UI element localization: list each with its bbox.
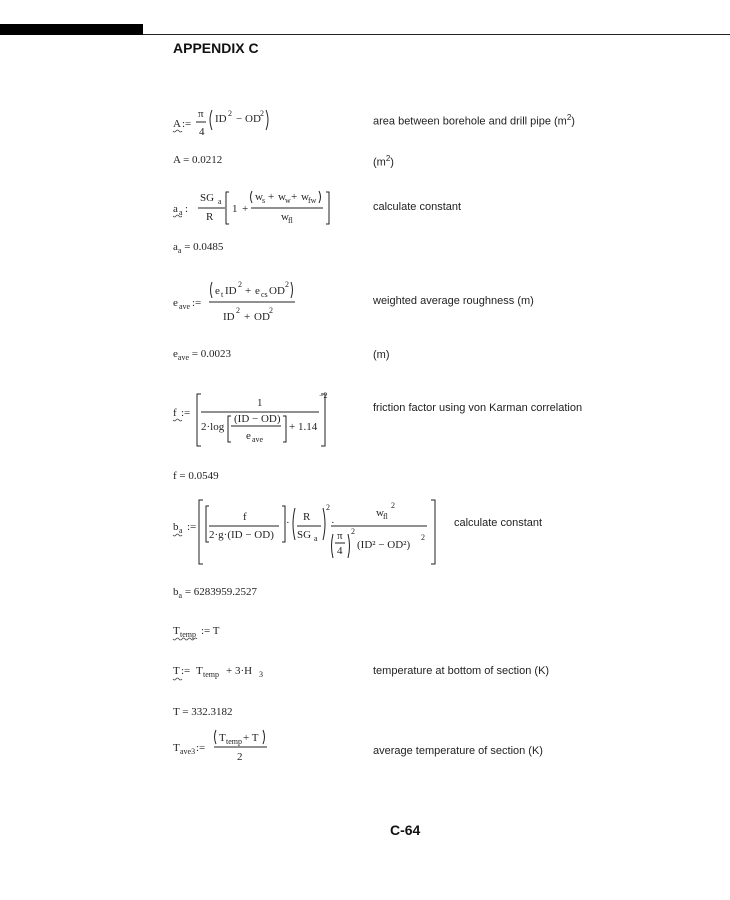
svg-text:2: 2 xyxy=(269,306,273,315)
svg-text:a: a xyxy=(173,203,178,215)
area-result: A = 0.0212 xyxy=(173,154,223,166)
ttemp-equation xyxy=(171,620,251,642)
svg-text:T: T xyxy=(173,625,180,637)
tave-description: average temperature of section (K) xyxy=(373,745,543,757)
t-description: temperature at bottom of section (K) xyxy=(373,665,550,677)
svg-text::=: := xyxy=(196,742,206,754)
area-four: 4 xyxy=(199,126,205,138)
svg-text:f: f xyxy=(243,511,247,523)
svg-text:(ID − OD): (ID − OD) xyxy=(234,413,281,425)
svg-text:T: T xyxy=(173,665,180,677)
svg-text:temp: temp xyxy=(226,737,242,746)
svg-text:s: s xyxy=(262,196,266,205)
svg-text:ID: ID xyxy=(223,311,235,323)
t-equation xyxy=(171,660,291,682)
svg-text:2: 2 xyxy=(391,501,395,510)
svg-text:2: 2 xyxy=(351,527,355,536)
header-rule xyxy=(143,34,730,35)
svg-text::=: := xyxy=(181,407,191,419)
page-heading: APPENDIX C xyxy=(173,40,259,56)
e-unit: (m) xyxy=(373,349,390,361)
svg-text:+ 3·H: + 3·H xyxy=(226,665,253,677)
area-lhs: A xyxy=(173,118,181,130)
svg-text:·: · xyxy=(331,517,335,529)
svg-text:−: − xyxy=(236,113,243,125)
e-result: $e_{ave} = 0.0023$ xyxy=(173,348,231,363)
svg-text:R: R xyxy=(303,511,311,523)
svg-text:temp: temp xyxy=(203,670,219,679)
svg-text:2·log: 2·log xyxy=(201,421,225,433)
svg-text:+ T: + T xyxy=(243,732,259,744)
svg-text:+: + xyxy=(244,311,251,323)
svg-text:ID: ID xyxy=(225,285,237,297)
svg-text:2·g·(ID − OD): 2·g·(ID − OD) xyxy=(209,529,274,541)
svg-text:1: 1 xyxy=(257,397,263,409)
svg-text:SG: SG xyxy=(297,529,312,541)
svg-text:f: f xyxy=(173,407,177,419)
svg-text:cs: cs xyxy=(261,290,268,299)
svg-text:R: R xyxy=(206,211,214,223)
svg-text:T: T xyxy=(196,665,203,677)
area-description: area between borehole and drill pipe $(m^2)$ xyxy=(373,113,575,128)
svg-text:w: w xyxy=(278,191,286,203)
e-equation xyxy=(171,276,311,328)
svg-text:2: 2 xyxy=(421,533,425,542)
a-description: calculate constant xyxy=(373,201,462,213)
svg-text:π: π xyxy=(337,530,343,542)
svg-text:+: + xyxy=(291,191,298,203)
area-unit: $(m^2)$ xyxy=(373,154,394,169)
svg-text:e: e xyxy=(173,297,178,309)
svg-text:a: a xyxy=(179,526,183,535)
svg-text:ave: ave xyxy=(179,302,191,311)
b-equation xyxy=(171,496,441,570)
svg-text:2: 2 xyxy=(326,503,330,512)
area-assign: := xyxy=(182,118,192,130)
svg-text:a: a xyxy=(218,197,222,206)
e-description: weighted average roughness (m) xyxy=(373,295,534,307)
svg-text:+: + xyxy=(268,191,275,203)
f-result: f = 0.0549 xyxy=(173,470,219,482)
svg-text::: : xyxy=(185,203,189,215)
svg-text:w: w xyxy=(301,191,309,203)
area-od: OD xyxy=(245,113,261,125)
svg-text:+: + xyxy=(245,285,252,297)
f-description: friction factor using von Karman correlation xyxy=(373,402,583,414)
svg-text:2: 2 xyxy=(285,280,289,289)
svg-text:2: 2 xyxy=(238,280,242,289)
svg-text:fl: fl xyxy=(288,216,293,225)
svg-text::=: := xyxy=(181,665,191,677)
svg-text:e: e xyxy=(215,285,220,297)
svg-text:+ 1.14: + 1.14 xyxy=(289,421,318,433)
svg-text::=: := xyxy=(187,521,197,533)
area-id: ID xyxy=(215,113,227,125)
svg-text:3: 3 xyxy=(259,670,263,679)
svg-text:2: 2 xyxy=(228,109,232,118)
svg-text:(ID² − OD²): (ID² − OD²) xyxy=(357,539,411,551)
svg-text::= T: := T xyxy=(201,625,220,637)
svg-text::=: := xyxy=(192,297,202,309)
svg-text:e: e xyxy=(246,430,251,442)
b-description: calculate constant xyxy=(454,517,543,529)
svg-text:w: w xyxy=(376,507,384,519)
svg-text:−2: −2 xyxy=(319,391,328,400)
area-pi: π xyxy=(198,108,204,120)
svg-text:b: b xyxy=(173,521,179,533)
b-result: $b_a = 6283959.2527$ xyxy=(173,586,258,601)
svg-text:w: w xyxy=(285,196,291,205)
svg-text:T: T xyxy=(173,742,180,754)
tave-equation xyxy=(171,728,281,766)
svg-text:w: w xyxy=(281,211,289,223)
svg-text:2: 2 xyxy=(236,306,240,315)
svg-text:OD: OD xyxy=(269,285,285,297)
svg-text:OD: OD xyxy=(254,311,270,323)
svg-text:T: T xyxy=(219,732,226,744)
svg-text:w: w xyxy=(255,191,263,203)
svg-text:a: a xyxy=(179,208,183,217)
svg-text:2: 2 xyxy=(237,751,243,763)
t-result: T = 332.3182 xyxy=(173,706,233,718)
a-result: $a_a = 0.0485$ xyxy=(173,241,224,256)
svg-text:·: · xyxy=(286,517,290,529)
a-equation xyxy=(171,186,341,230)
svg-text:a: a xyxy=(314,534,318,543)
svg-text:fw: fw xyxy=(308,196,317,205)
svg-text:4: 4 xyxy=(337,545,343,557)
svg-text:ave3: ave3 xyxy=(180,747,196,756)
svg-text:e: e xyxy=(255,285,260,297)
svg-text:1: 1 xyxy=(232,203,238,215)
f-equation xyxy=(171,386,341,452)
svg-text:t: t xyxy=(221,290,224,299)
svg-text:SG: SG xyxy=(200,192,215,204)
svg-text:temp: temp xyxy=(180,630,196,639)
svg-text:fl: fl xyxy=(383,512,388,521)
page-number: C-64 xyxy=(390,822,421,838)
svg-text:ave: ave xyxy=(252,435,264,444)
svg-text:2: 2 xyxy=(260,109,264,118)
header-bar xyxy=(0,24,143,35)
area-equation xyxy=(171,104,291,146)
svg-text:+: + xyxy=(242,203,249,215)
